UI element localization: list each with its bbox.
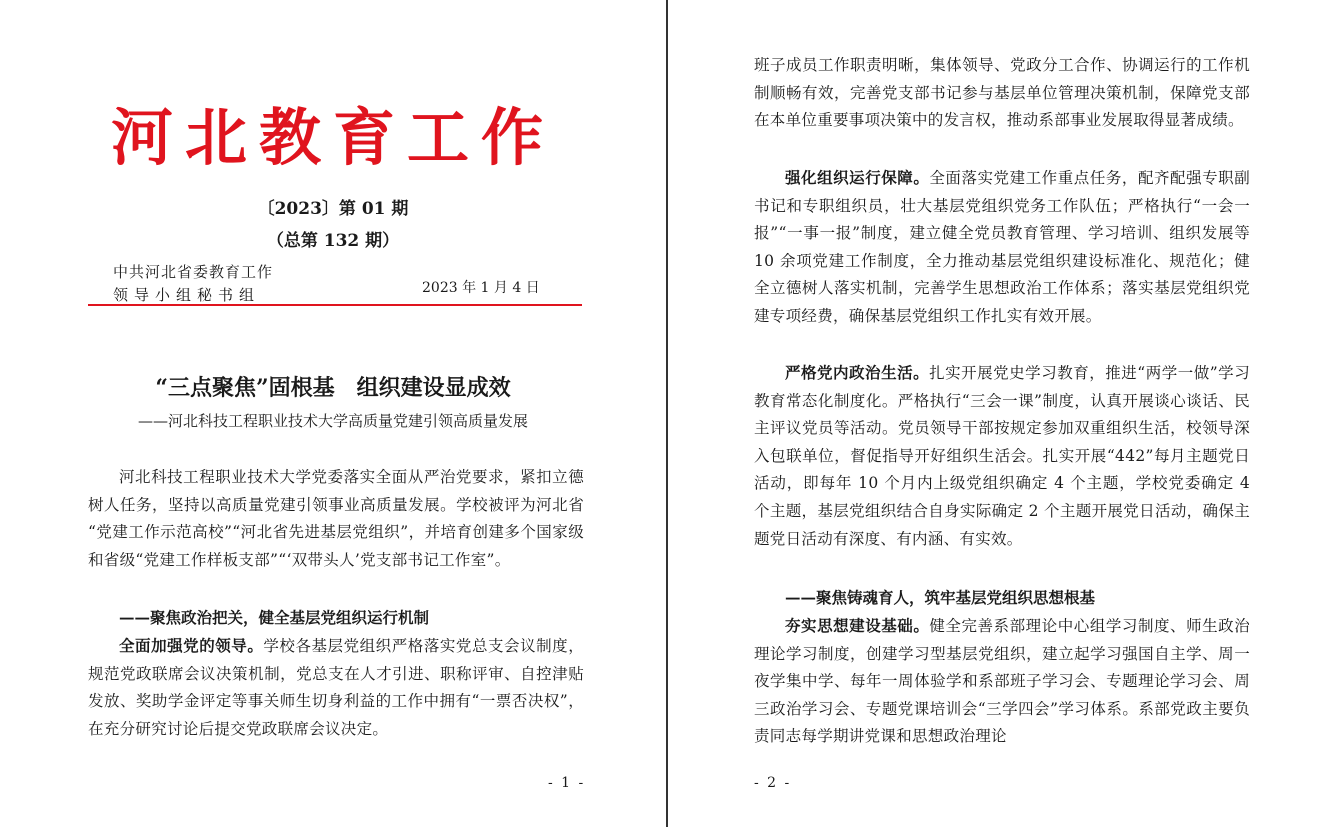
paragraph-political-life	[754, 359, 1250, 553]
sender-line-1: 中共河北省委教育工作	[113, 263, 274, 281]
issue-date: 2023 年 1 月 4 日	[422, 280, 540, 296]
paragraph-body: 全面落实党建工作重点任务，配齐配强专职副书记和专职组织员，壮大基层党组织党务工作队伍；严格执行“一会一报”“一事一报”制度，建立健全党员教育管理、学习培训、组织发展等 10 余项党建工作制度，全力推动基层党组织建设标准化、规范化；健全立德树人落实机制，完善学生思想政治工作体系；落实基层党组织党建专项经费，确保基层党组织工作扎实有效开展。	[754, 169, 1250, 325]
page-number: - 1 -	[548, 775, 586, 791]
issue-number: 〔2023〕第 01 期	[257, 199, 409, 219]
paragraph-lead: 强化组织运行保障。	[785, 168, 930, 187]
paragraph-lead: 严格党内政治生活。	[785, 363, 930, 382]
intro-paragraph: 河北科技工程职业技术大学党委落实全面从严治党要求，紧扣立德树人任务，坚持以高质量党建引领事业高质量发展。学校被评为河北省 “党建工作示范高校”“河北省先进基层党组织”，并培育创建多个国家级和省级“党建工作样板支部”“‘双带头人’党支部书记工作室”。	[88, 468, 584, 569]
page-1	[0, 0, 666, 827]
masthead-title: 河北教育工作	[110, 101, 555, 174]
article-subtitle: ——河北科技工程职业技术大学高质量党建引领高质量发展	[137, 412, 528, 430]
section-heading-1: ——聚焦政治把关，健全基层党组织运行机制	[119, 608, 430, 627]
section-heading-2: ——聚焦铸魂育人，筑牢基层党组织思想根基	[785, 588, 1096, 607]
paragraph-body: 健全完善系部理论中心组学习制度、师生政治理论学习制度，创建学习型基层党组织，建立起学习强国自主学、周一夜学集中学、每年一周体验学和系部班子学习会、专题理论学习会、周三政治学习会、专题党课培训会“三学四会”学习体系。系部党政主要负责同志每学期讲党课和思想政治理论	[754, 617, 1250, 746]
paragraph-body: 学校各基层党组织严格落实党总支会议制度，规范党政联席会议决策机制，党总支在人才引进、职称评审、自控津贴发放、奖助学金评定等事关师生切身利益的工作中拥有“一票否决权”，在充分研究讨论后提交党政联席会议决定。	[88, 637, 584, 738]
paragraph-party-leadership	[88, 632, 584, 743]
red-divider-line	[88, 304, 582, 306]
paragraph-body: 扎实开展党史学习教育，推进“两学一做”学习教育常态化制度化。严格执行“三会一课”制度，认真开展谈心谈话、民主评议党员等活动。党员领导干部按规定参加双重组织生活，校领导深入包联单位，督促指导开好组织生活会。扎实开展“442”每月主题党日活动，即每年 10 个月内上级党组织确定 4 个主题，学校党委确定 4 个主题，基层党组织结合自身实际确定 2 个主题开展党日活动，确保主题党日活动有深度、有内涵、有实效。	[754, 364, 1250, 548]
sender-line-2: 领导小组秘书组	[113, 286, 261, 304]
paragraph-lead: 夯实思想建设基础。	[785, 616, 930, 635]
paragraph-organization-guarantee	[754, 164, 1250, 331]
page-number: - 2 -	[754, 775, 792, 791]
issue-total: （总第 132 期）	[266, 231, 400, 251]
paragraph-continued: 班子成员工作职责明晰，集体领导、党政分工合作、协调运行的工作机制顺畅有效，完善党支部书记参与基层单位管理决策机制，保障党支部在本单位重要事项决策中的发言权，推动系部事业发展取得显著成绩。	[754, 56, 1250, 130]
page-2	[668, 0, 1336, 827]
paragraph-lead: 全面加强党的领导。	[119, 636, 264, 655]
article-headline: “三点聚焦”固根基 组织建设显成效	[155, 375, 511, 401]
paragraph-ideology-foundation	[754, 612, 1250, 751]
